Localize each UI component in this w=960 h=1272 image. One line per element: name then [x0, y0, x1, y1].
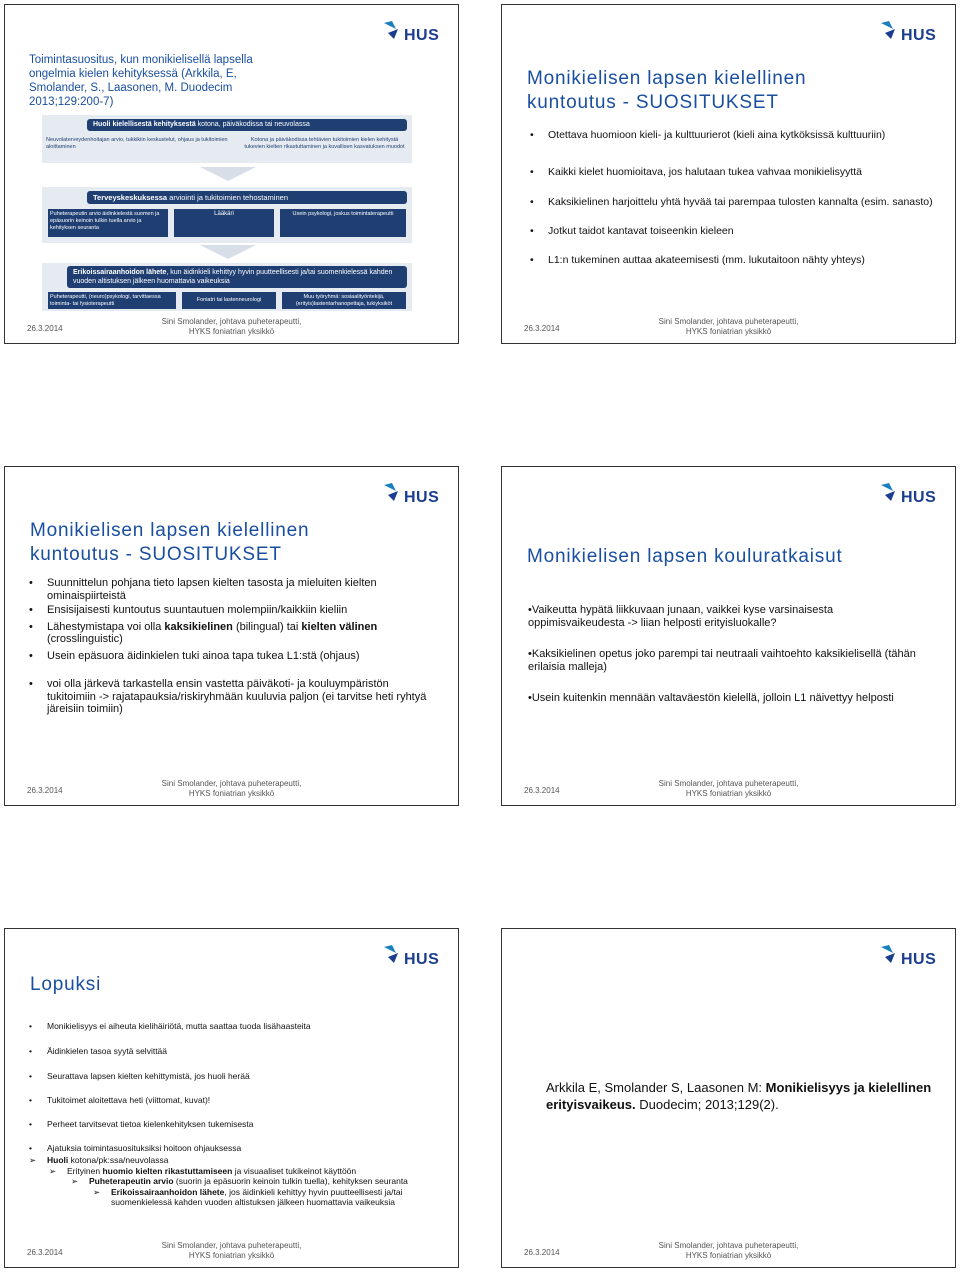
hus-logo [382, 19, 444, 45]
hus-logo [382, 481, 444, 507]
footer-author-line-2: HYKS foniatrian yksikkö [188, 1251, 275, 1260]
hus-logo [879, 19, 941, 45]
level-2-header-rest: arviointi ja tukitoimien tehostaminen [167, 193, 288, 202]
footer-date: 26.3.2014 [524, 1248, 560, 1257]
list-item: • Usein epäsuora äidinkielen tuki ainoa tapa tukea L1:stä (ohjaus) [29, 650, 439, 663]
b3-mid: (bilingual) tai [232, 620, 302, 633]
arrow-bullet-icon: ➢ [29, 1155, 37, 1165]
level-2-header [87, 191, 407, 204]
level-3-box-a: Puheterapeutti, (neuro)psykologi, tarvittaessa toiminta- tai fysioterapeutti [48, 292, 176, 309]
list-item: • Monikielisyys ei aiheuta kielihäiriötä, mutta saattaa tuoda lisähaasteita [29, 1021, 439, 1032]
logo-text: HUS [404, 489, 440, 506]
l2-pre: Erityinen [67, 1165, 103, 1176]
arrow-bullet-icon: ➢ [49, 1165, 57, 1176]
list-item: • Ensisijaisesti kuntoutus suuntautuen molempiin/kaikkiin kieliin [29, 604, 439, 617]
footer-date: 26.3.2014 [524, 324, 560, 333]
slide-title: Monikielisen lapsen kouluratkaisut [527, 546, 843, 567]
nested-list [29, 1155, 439, 1208]
slide-2 [501, 4, 956, 344]
footer-author [502, 1241, 955, 1261]
citation-text: Toimintasuositus, kun monikielisellä lapsella ongelmia kielen kehityksessä (Arkkila, E, Smolander, S., Laasonen, M. Duodecim 2013;129:200-7) [29, 54, 253, 108]
hus-logo [382, 943, 444, 969]
arrow-bullet-icon: ➢ [93, 1186, 101, 1197]
list-item: • Seurattava lapsen kielten kehittymistä, jos huoli herää [29, 1071, 439, 1082]
footer-date: 26.3.2014 [27, 1248, 63, 1257]
list-item [29, 621, 439, 646]
footer-author-line-1: Sini Smolander, johtava puheterapeutti, [161, 779, 302, 788]
level-3-box-b: Foniatri tai lastenneurologi [182, 292, 276, 309]
l2-bold: huomio kielten rikastuttamiseen [102, 1165, 233, 1176]
ref-pre: Arkkila E, Smolander S, Laasonen M: [546, 1080, 766, 1095]
l1-rest: kotona/pk:ssa/neuvolassa [68, 1155, 169, 1165]
footer-author-line-1: Sini Smolander, johtava puheterapeutti, [161, 1241, 302, 1250]
l1-bold: Huoli [47, 1155, 69, 1165]
footer-author [5, 779, 458, 799]
list-item: • Tukitoimet aloitettava heti (viittomat, kuvat)! [29, 1095, 439, 1106]
footer-author-line-2: HYKS foniatrian yksikkö [685, 1251, 772, 1260]
arrow-down [200, 167, 256, 181]
level-3-header [67, 266, 407, 288]
list-item: • voi olla järkevä tarkastella ensin vastetta päiväkoti- ja kouluympäristön tukitoimiin -> rajatapauksia/riskiryhmään kuuluvia paljon (ei tarvitse heti ryhtyä järeisiin toimiin) [29, 678, 439, 716]
slide-4 [501, 466, 956, 806]
level-1-header-bold: Huoli kielellisestä kehityksestä [93, 121, 196, 128]
list-item: • Otettava huomioon kieli- ja kulttuurierot (kieli aina kytköksissä kulttuuriin) [530, 129, 940, 142]
l4-bold: Erikoissairaanhoidon lähete [111, 1186, 225, 1197]
level-3-header-rest: , kun äidinkieli kehittyy hyvin puutteellisesti ja/tai suomenkielessä kahden vuoden altistuksen jälkeen huomattavia vaikeuksia [73, 269, 393, 285]
hus-logo [879, 943, 941, 969]
footer-author [502, 317, 955, 337]
l4-post: , jos äidinkieli kehittyy hyvin puutteellisesti ja/tai suomenkielessä kahden vuoden altistuksen jälkeen huomattavia vaikeuksia [111, 1186, 403, 1207]
level-2-header-bold: Terveyskeskuksessa [93, 193, 168, 202]
level-3-header-bold: Erikoissairaanhoidon lähete [73, 269, 167, 276]
ref-post: Duodecim; 2013;129(2). [635, 1097, 779, 1112]
slide-title-line-1: Monikielisen lapsen kielellinen [30, 520, 310, 541]
level-1-right-text: Kotona ja päiväkodissa tehtävien tukitoimien kielen kehitystä tukevien kielten rikastuttaminen ja kuvallisen kasvatuksen muodot [244, 137, 405, 150]
slide-3 [4, 466, 459, 806]
bullet-list [530, 129, 940, 267]
b3-pre: Lähestymistapa voi olla [47, 620, 165, 633]
b3-bold-2: kielten välinen [301, 620, 378, 633]
paragraph: •Kaksikielinen opetus joko parempi tai neutraali vaihtoehto kaksikielisellä (tähän erilaisia malleja) [528, 648, 916, 673]
nested-item-level-2 [29, 1166, 439, 1177]
logo-text: HUS [901, 27, 937, 44]
l2-post: ja visuaaliset tukikeinot käyttöön [232, 1165, 357, 1176]
footer-author-line-2: HYKS foniatrian yksikkö [685, 327, 772, 336]
footer-author-line-2: HYKS foniatrian yksikkö [685, 789, 772, 798]
footer-author-line-2: HYKS foniatrian yksikkö [188, 789, 275, 798]
bullet-list [29, 1021, 439, 1154]
slide-title [30, 519, 309, 567]
footer-date: 26.3.2014 [27, 786, 63, 795]
diagram-level-2 [42, 187, 412, 243]
paragraph-list [528, 604, 928, 705]
level-1-header [87, 119, 407, 131]
slide-5 [4, 928, 459, 1268]
list-item: • Suunnittelun pohjana tieto lapsen kielten tasosta ja mieluiten kielten ominaispiirteistä [29, 577, 439, 602]
level-2-box-a: Puheterapeutin arvio äidinkielestä suomen ja epäsuorin keinoin tulkin tuella arvio ja kehityksen seuranta [48, 209, 168, 237]
footer-author-line-1: Sini Smolander, johtava puheterapeutti, [658, 317, 799, 326]
reference-text [546, 1079, 936, 1113]
nested-item-level-1 [29, 1155, 439, 1166]
slide-title-line-2: kuntoutus - SUOSITUKSET [527, 92, 779, 113]
logo-text: HUS [404, 951, 440, 968]
logo-text: HUS [901, 489, 937, 506]
footer-author [5, 317, 458, 337]
slide-title [527, 67, 806, 115]
list-item: • Ajatuksia toimintasuosituksiksi hoitoon ohjauksessa [29, 1143, 439, 1154]
list-item: • Kaikki kielet huomioitava, jos halutaan tukea vahvaa monikielisyyttä [530, 166, 940, 179]
list-item: • Perheet tarvitsevat tietoa kielenkehityksen tukemisesta [29, 1119, 439, 1130]
paragraph: •Vaikeutta hypätä liikkuvaan junaan, vaikkei kyse varsinaisesta oppimisvaikeudesta -> liian helposti erityisluokalle? [528, 604, 834, 629]
level-3-box-c: Muu työryhmä: sosiaalityöntekijä, (erityis)lastentarhanopettaja, tukiyksiköt [282, 292, 406, 309]
l3-bold: Puheterapeutin arvio [89, 1176, 174, 1186]
nested-item-level-3 [29, 1176, 439, 1187]
level-2-box-c: Usein psykologi, joskus toimintaterapeutti [280, 209, 406, 237]
level-2-box-b: Lääkäri [174, 209, 274, 237]
slide-title-line-1: Monikielisen lapsen kielellinen [527, 68, 807, 89]
footer-date: 26.3.2014 [524, 786, 560, 795]
list-item: • Jotkut taidot kantavat toiseenkin kieleen [530, 225, 940, 238]
logo-text: HUS [901, 951, 937, 968]
list-item: • Äidinkielen tasoa syytä selvittää [29, 1046, 439, 1057]
slide-title-line-2: kuntoutus - SUOSITUKSET [30, 544, 282, 565]
footer-author [5, 1241, 458, 1261]
ref-bold: Monikielisyys ja kielellinen erityisvaikeus. [546, 1080, 932, 1112]
bullet-list [29, 577, 439, 716]
nested-item-level-4 [29, 1187, 439, 1208]
footer-author-line-1: Sini Smolander, johtava puheterapeutti, [658, 1241, 799, 1250]
paragraph: •Usein kuitenkin mennään valtaväestön kielellä, jolloin L1 näivettyy helposti [528, 692, 894, 704]
footer-author-line-1: Sini Smolander, johtava puheterapeutti, [658, 779, 799, 788]
diagram-level-1 [42, 115, 412, 163]
level-1-left-text: Neuvolaterveydenhoitajan arvio, tukkikiin keskustelut, ohjaus ja tukitoimien aloittaminen [46, 137, 228, 150]
list-item: • L1:n tukeminen auttaa akateemisesti (mm. lukutaitoon nähty yhteys) [530, 254, 940, 267]
footer-author [502, 779, 955, 799]
arrow-bullet-icon: ➢ [71, 1176, 79, 1186]
logo-text: HUS [404, 27, 440, 44]
b3-post: (crosslinguistic) [47, 633, 123, 645]
slide-1 [4, 4, 459, 344]
arrow-down [200, 245, 256, 259]
list-item: • Kaksikielinen harjoittelu yhtä hyvää tai parempaa tulosten kannalta (esim. sanasto) [530, 196, 940, 209]
l3-post: (suorin ja epäsuorin keinoin tulkin tuella), kehityksen seuranta [173, 1176, 408, 1186]
slide-6 [501, 928, 956, 1268]
hus-logo [879, 481, 941, 507]
slide-title: Lopuksi [30, 974, 102, 995]
footer-date: 26.3.2014 [27, 324, 63, 333]
level-1-header-rest: kotona, päiväkodissa tai neuvolassa [195, 121, 310, 128]
diagram-level-3 [42, 263, 412, 311]
footer-author-line-1: Sini Smolander, johtava puheterapeutti, [161, 317, 302, 326]
b3-bold-1: kaksikielinen [164, 620, 233, 633]
footer-author-line-2: HYKS foniatrian yksikkö [188, 327, 275, 336]
